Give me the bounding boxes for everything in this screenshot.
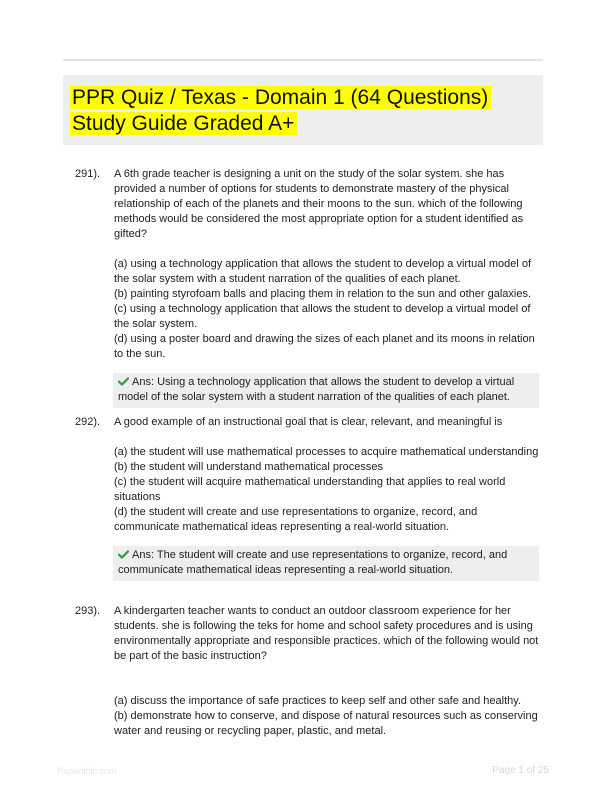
title-line-1: PPR Quiz / Texas - Domain 1 (64 Questions)	[70, 86, 491, 109]
option-c: (c) the student will acquire mathematical understanding that applies to real world situations	[114, 476, 506, 503]
answer-text: Ans: Using a technology application that allows the student to develop a virtual model of the solar system with a student narration of the qualities of each planet.	[118, 376, 515, 403]
option-d: (d) using a poster board and drawing the sizes of each planet and its moons in relation to the sun.	[114, 333, 535, 360]
option-d: (d) the student will create and use representations to organize, record, and communicate mathematical ideas representing a real-world situation.	[114, 506, 478, 533]
question-number: 293).	[75, 605, 101, 617]
option-a: (a) discuss the importance of safe practices to keep self and other safe and healthy.	[114, 695, 522, 707]
question-number: 291).	[75, 168, 101, 180]
option-list	[114, 257, 541, 362]
option-c: (c) using a technology application that allows the student to develop a virtual model of the solar system.	[114, 303, 531, 330]
answer-box	[113, 373, 539, 408]
option-b: (b) demonstrate how to conserve, and dispose of natural resources such as conserving water and reusing or recycling paper, plastic, and metal.	[114, 710, 538, 737]
question-293	[75, 604, 541, 739]
question-text: A 6th grade teacher is designing a unit on the study of the solar system. she has provided a number of options for students to demonstrate mastery of the physical relationship of each of the planets and their moons to the sun. which of the following methods would be considered the most appropriate option for a student identified as gifted?	[114, 168, 524, 240]
answer-text: Ans: The student will create and use representations to organize, record, and communicate mathematical ideas representing a real-world situation.	[118, 549, 508, 576]
option-a: (a) the student will use mathematical processes to acquire mathematical understanding	[114, 446, 539, 458]
top-divider	[63, 59, 543, 61]
question-number: 292).	[75, 416, 101, 428]
option-list	[114, 445, 541, 535]
option-b: (b) painting styrofoam balls and placing them in relation to the sun and other galaxies.	[114, 288, 532, 300]
checkmark-icon	[118, 550, 129, 559]
checkmark-icon	[118, 377, 129, 386]
page-title	[70, 85, 491, 137]
page-number: Page 1 of 25	[492, 765, 549, 776]
question-291	[75, 167, 541, 408]
question-292	[75, 415, 541, 581]
question-text: A kindergarten teacher wants to conduct an outdoor classroom experience for her students. she is following the teks for home and school safety procedures and is using environmentally appropriate and responsible practices. which of the following would not be part of the basic instruction?	[114, 605, 539, 662]
title-line-2: Study Guide Graded A+	[70, 112, 297, 135]
answer-box	[113, 546, 539, 581]
option-list	[114, 694, 541, 739]
option-b: (b) the student will understand mathematical processes	[114, 461, 384, 473]
question-text: A good example of an instructional goal that is clear, relevant, and meaningful is	[114, 416, 503, 428]
option-a: (a) using a technology application that allows the student to develop a virtual model of the solar system with a student narration of the qualities of each planet.	[114, 258, 532, 285]
footer-watermark: Papertibic.com	[57, 766, 117, 776]
